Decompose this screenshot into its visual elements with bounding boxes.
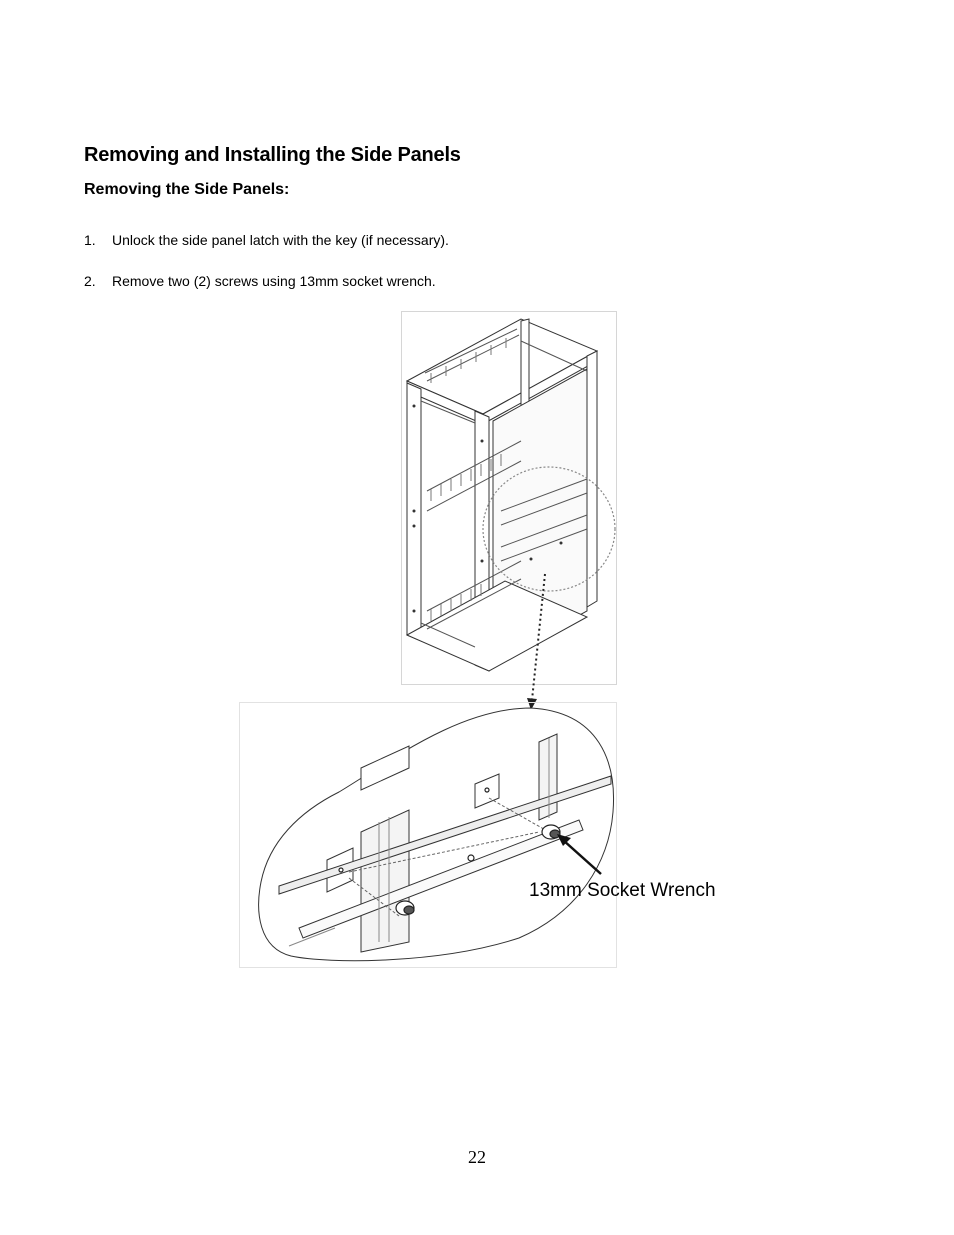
step-item: [84, 230, 449, 271]
rack-illustration: [401, 311, 617, 685]
section-title: Removing and Installing the Side Panels: [84, 144, 461, 166]
step-number: 1.: [84, 232, 96, 248]
step-text: Unlock the side panel latch with the key (if necessary).: [112, 232, 449, 248]
socket-wrench-callout: 13mm Socket Wrench: [529, 880, 716, 901]
steps-list: [84, 230, 449, 312]
step-number: 2.: [84, 273, 96, 289]
page-number: 22: [468, 1147, 486, 1167]
step-text: Remove two (2) screws using 13mm socket wrench.: [112, 273, 436, 289]
step-item: [84, 271, 449, 312]
screw-detail-illustration: [239, 702, 617, 968]
subsection-title: Removing the Side Panels:: [84, 181, 290, 198]
